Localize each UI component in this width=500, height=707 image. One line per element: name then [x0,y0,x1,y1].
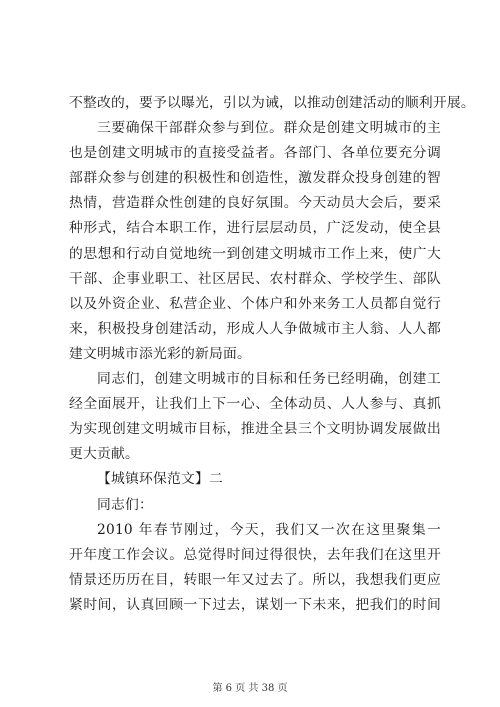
text-line: 部群众参与创建的积极性和创造性，激发群众投身创建的智 [69,170,441,187]
text-line: 来，积极投身创建活动，形成人人争做城市主人翁、人人都 [69,320,441,337]
text-line: 更大贡献。 [69,446,139,463]
text-line: 为实现创建文明城市目标，推进全县三个文明协调发展做出 [69,421,441,438]
text-line: 同志们： [97,496,153,513]
text-line: 以及外资企业、私营企业、个体户和外来务工人员都自觉行 [69,295,441,312]
text-line: 紧时间，认真回顾一下过去，谋划一下未来，把我们的时间 [69,596,441,613]
text-line: 【城镇环保范文】二 [97,471,223,488]
text-line: 不整改的，要予以曝光，引以为诫，以推动创建活动的顺利开展。 [69,95,475,111]
page-footer: 第 6 页 共 38 页 [212,683,288,694]
text-line: 热情，营造群众性创建的良好氛围。今天动员大会后，要采 [69,195,441,212]
text-line: 情景还历历在目，转眼一年又过去了。所以，我想我们更应 [69,571,441,588]
text-line: 干部、企事业职工、社区居民、农村群众、学校学生、部队 [69,270,441,287]
text-line: 建文明城市添光彩的新局面。 [69,345,251,362]
text-line: 也是创建文明城市的直接受益者。各部门、各单位要充分调 [69,145,441,162]
text-line: 的思想和行动自觉地统一到创建文明城市工作上来，使广大 [69,245,441,262]
text-line: 种形式，结合本职工作，进行层层动员，广泛发动，使全县 [69,220,441,237]
text-line: 2010 年春节刚过，今天，我们又一次在这里聚集一 [97,521,441,538]
text-line: 开年度工作会议。总觉得时间过得很快，去年我们在这里开 [69,546,441,563]
text-line: 同志们，创建文明城市的目标和任务已经明确，创建工 [97,371,441,388]
text-line: 经全面展开，让我们上下一心、全体动员、人人参与、真抓 [69,396,441,413]
text-line: 三要确保干部群众参与到位。群众是创建文明城市的主 [97,120,441,137]
document-body [69,91,475,618]
